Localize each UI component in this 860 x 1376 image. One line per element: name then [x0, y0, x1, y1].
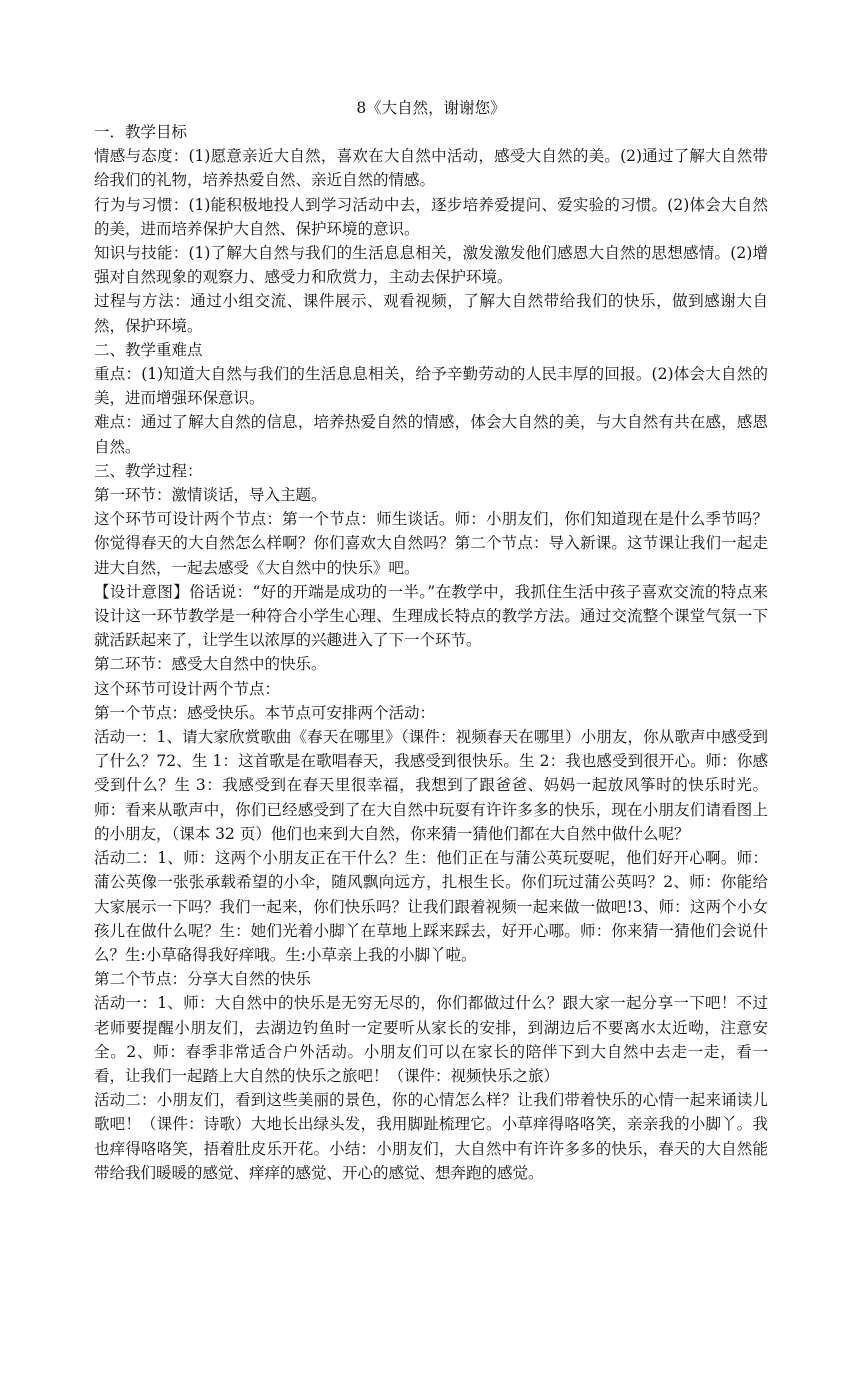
paragraph-node-one-activity-one: 活动一：1、请大家欣赏歌曲《春天在哪里》（课件：视频春天在哪里）小朋友，你从歌声中感受到了什么？72、生 1：这首歌是在歌唱春天，我感受到很快乐。生 2：我也感受到很开心。师：你感受到什么？生 3：我感受到在春天里很幸福，我想到了跟爸爸、妈妈一起放风筝时的快乐时光。师：看来从歌声中，你们已经感受到了在大自然中玩耍有许许多多的快乐，现在小朋友们请看图上的小朋友，（课本 32 页）他们也来到大自然，你来猜一猜他们都在大自然中做什么呢？: [94, 728, 768, 843]
paragraph-key-point: 重点：(1)知道大自然与我们的生活息息相关，给予辛勤劳动的人民丰厚的回报。(2)体会大自然的美，进而增强环保意识。: [94, 365, 768, 408]
paragraph-stage-one-heading: 第一环节：激情谈话，导入主题。: [94, 486, 327, 505]
paragraph-knowledge-skills: 知识与技能：(1)了解大自然与我们的生活息息相关，激发激发他们感恩大自然的思想感情。(2)增强对自然现象的观察力、感受力和欣赏力，主动去保护环境。: [94, 244, 768, 287]
paragraph-stage-two-intro: 这个环节可设计两个节点：: [94, 679, 281, 698]
section-heading-process: 三、教学过程：: [94, 461, 203, 480]
paragraph-emotion-attitude: 情感与态度：(1)愿意亲近大自然，喜欢在大自然中活动，感受大自然的美。(2)通过了解大自然带给我们的礼物，培养热爱自然、亲近自然的情感。: [94, 147, 768, 190]
paragraph-node-two-heading: 第二个节点：分享大自然的快乐: [94, 970, 312, 989]
paragraph-node-two-activity-two: 活动二：小朋友们，看到这些美丽的景色，你的心情怎么样？让我们带着快乐的心情一起来诵读儿歌吧！（课件：诗歌）大地长出绿头发，我用脚趾梳理它。小草痒得咯咯笑，亲亲我的小脚丫。我也痒得咯咯笑，捂着肚皮乐开花。小结：小朋友们，大自然中有许许多多的快乐，春天的大自然能带给我们暖暖的感觉、痒痒的感觉、开心的感觉、想奔跑的感觉。: [94, 1091, 768, 1182]
section-heading-key-points: 二、教学重难点: [94, 340, 203, 359]
paragraph-behavior-habits: 行为与习惯：(1)能积极地投人到学习活动中去，逐步培养爱提问、爱实验的习惯。(2)体会大自然的美，进而培养保护大自然、保护环境的意识。: [94, 195, 768, 238]
section-heading-objectives: 一．教学目标: [94, 123, 188, 141]
paragraph-node-one-activity-two: 活动二：1、师：这两个小朋友正在干什么？生：他们正在与蒲公英玩耍呢，他们好开心啊。师：蒲公英像一张张承载希望的小伞，随风飘向远方，扎根生长。你们玩过蒲公英吗？2、师：你能给大家展示一下吗？我们一起来，你们快乐吗？让我们跟着视频一起来做一做吧!3、师：这两个小女孩儿在做什么呢？生：她们光着小脚丫在草地上踩来踩去，好开心哪。师：你来猜一猜他们会说什么？生:小草硌得我好痒哦。生:小草亲上我的小脚丫啦。: [94, 849, 768, 964]
paragraph-node-two-activity-one: 活动一：1、师：大自然中的快乐是无穷无尽的，你们都做过什么？跟大家一起分享一下吧！不过老师要提醒小朋友们，去湖边钓鱼时一定要听从家长的安排，到湖边后不要离水太近呦，注意安全。2、师：春季非常适合户外活动。小朋友们可以在家长的陪伴下到大自然中去走一走，看一看，让我们一起踏上大自然的快乐之旅吧！（课件：视频快乐之旅）: [94, 994, 768, 1085]
paragraph-stage-two-heading: 第二环节：感受大自然中的快乐。: [94, 655, 327, 674]
paragraph-stage-one-body: 这个环节可设计两个节点：第一个节点：师生谈话。师：小朋友们，你们知道现在是什么季节吗？你觉得春天的大自然怎么样啊？你们喜欢大自然吗？第二个节点：导入新课。这节课让我们一起走进大自然，一起去感受《大自然中的快乐》吧。: [94, 510, 768, 577]
paragraph-design-intent: 【设计意图】俗话说：“好的开端是成功的一半。”在教学中，我抓住生活中孩子喜欢交流的特点来设计这一环节教学是一种符合小学生心理、生理成长特点的教学方法。通过交流整个课堂气氛一下就活跃起来了，让学生以浓厚的兴趣进入了下一个环节。: [94, 582, 768, 650]
document-title: 8《大自然，谢谢您》: [356, 99, 506, 117]
paragraph-difficult-point: 难点：通过了解大自然的信息，培养热爱自然的情感，体会大自然的美，与大自然有共在感，感恩自然。: [94, 413, 768, 456]
document-page: [94, 96, 768, 1185]
paragraph-node-one-heading: 第一个节点：感受快乐。本节点可安排两个活动：: [94, 703, 436, 722]
paragraph-process-methods: 过程与方法：通过小组交流、课件展示、观看视频，了解大自然带给我们的快乐，做到感谢大自然，保护环境。: [94, 292, 768, 335]
